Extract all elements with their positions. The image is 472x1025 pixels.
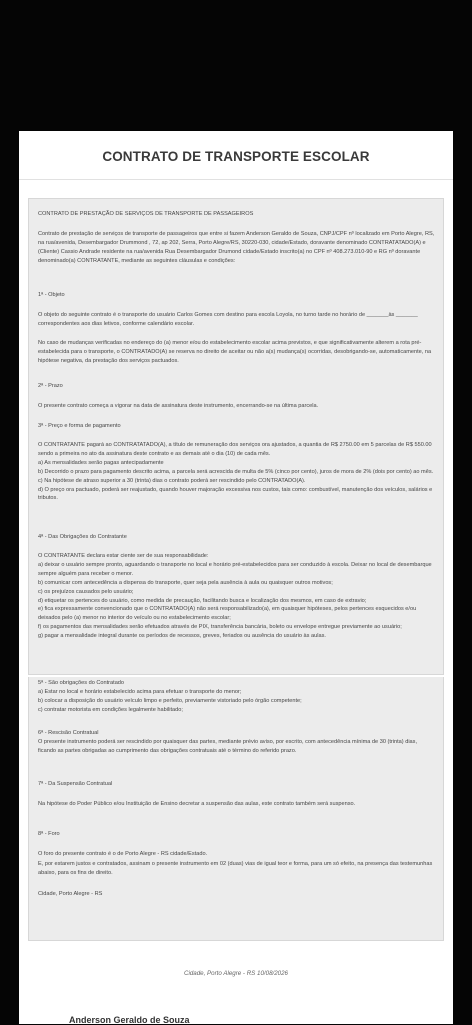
clause-2-title: 2ª - Prazo (38, 383, 63, 389)
clause-7-text: Na hipótese do Poder Público e/ou Instituição de Ensino decretar a suspensão das aulas, este contrato também será suspenso. (38, 801, 356, 807)
clause-8-text-2: E, por estarem justos e contratados, assinam o presente instrumento em 02 (duas) vias de igual teor e forma, para um só efeito, na presença das testemunhas abaixo, para os fins de direito. (38, 861, 433, 876)
clause-4-title: 4ª - Das Obrigações do Contratante (38, 534, 127, 540)
clause-5-line: c) contratar motorista em condições legalmente habilitado; (38, 706, 183, 713)
clause-3-line: d) O preço ora pactuado, poderá ser reajustado, quando houver majoração excessiva nos custos, tais como: combustível, manutenção dos veículos, salários e tributos. (38, 486, 433, 502)
clause-3-title: 3ª - Preço e forma de pagamento (38, 423, 121, 429)
clause-6-text: O presente instrumento poderá ser rescindido por quaisquer das partes, mediante prévio aviso, por escrito, com antecedência mínima de 30 (trinta) dias, ficando as partes obrigadas ao cumprimento das obrigações contratuais até o término do referido prazo. (38, 739, 418, 754)
contract-page-2 (19, 677, 453, 1024)
clause-4-line: g) pagar a mensalidade integral durante os períodos de recessos, greves, feriados ou ausência do usuário às aulas. (38, 633, 326, 640)
clause-8-text: O foro do presente contrato é o de Porto Alegre - RS cidade/Estado. (38, 851, 208, 857)
clause-2-text: O presente contrato começa a vigorar na data de assinatura deste instrumento, encerrando-se na última parcela. (38, 403, 319, 409)
clause-3-list (38, 441, 435, 503)
clause-1-text-2: No caso de mudanças verificadas no endereço do (a) menor e/ou do estabelecimento escolar acima previstos, e que significativamente alterem a rota pré-estabelecida para o transporte, o CONTRATADO(A) se reserva no direito de aceitar ou não a(s) mudança(s) ocorridas, desobrigando-se, automaticamente, na hipótese negativa, da prestação dos serviços pactuados. (38, 340, 432, 364)
clause-1-text: O objeto do seguinte contrato é o transporte do usuário Carlos Gomes com destino para escola Loyola, no turno tarde no horário de _______às _______ correspondentes aos dias letivos, conforme calendário escolar. (38, 312, 418, 327)
contract-header: CONTRATO DE PRESTAÇÃO DE SERVIÇOS DE TRANSPORTE DE PASSAGEIROS (38, 211, 254, 217)
clause-4-line: e) fica expressamente convencionado que o CONTRATADO(A) não será responsabilizado(a), em quaisquer hipóteses, pelos pertences esquecidos e/ou deixados pelo (a) menor no interior do veículo ou no estabelecimento escolar; (38, 606, 417, 622)
clause-4-list (38, 552, 435, 641)
clause-7-title: 7ª - Da Suspensão Contratual (38, 781, 113, 787)
clause-4-line: c) os prejuízos causados pelo usuário; (38, 588, 134, 595)
intro-paragraph: Contrato de prestação de serviços de transporte de passageiros que entre si fazem Anderson Geraldo de Souza, CNPJ/CPF nº localizado em Porto Alegre, RS, na rua/avenida, Desembargador Drummond , 72, ap 202, Serra, Porto Alegre/RS, 30220-030, cidade/Estado, doravante denominado CONTRATATADO(A) e (Cliente) Cassio Andrade residente na rua/avenida Rua Desembargador Drumond cidade/Estado inscrito(a) no CPF nº 408.273.010-90 e RG nº doravante denominado(a) CONTRATANTE, mediante as seguintes cláusulas e condições: (38, 231, 435, 264)
title-divider (19, 179, 453, 180)
document-title: CONTRATO DE TRANSPORTE ESCOLAR (102, 149, 370, 164)
clause-4-line: O CONTRATANTE declara estar ciente ser de sua responsabilidade: (38, 553, 209, 559)
closing-city: Cidade, Porto Alegre - RS (38, 891, 103, 897)
clause-5-list (38, 688, 435, 715)
contract-body-box-continued (28, 677, 444, 941)
clause-8-title: 8ª - Foro (38, 831, 60, 837)
clause-3-line: c) Na hipótese de atraso superior a 30 (trinta) dias o contrato poderá ser rescindido pelo CONTRATADO(A). (38, 477, 306, 484)
clause-1-title: 1ª - Objeto (38, 292, 65, 298)
clause-3-line: O CONTRATANTE pagará ao CONTRATATADO(A), a título de remuneração dos serviços ora ajustados, a quantia de R$ 2750.00 em 5 parcelas de R$ 550.00 sendo a primeira no ato da assinatura deste contrato e as demais até o dia (10) de cada mês. (38, 442, 432, 457)
clause-5-title: 5ª - São obrigações do Contratado (38, 680, 125, 686)
contract-page-1 (19, 131, 453, 682)
clause-4-line: f) os pagamentos das mensalidades serão efetuados através de PIX, transferência bancária, boleto ou envelope entregue previamente ao usuário; (38, 624, 402, 631)
clause-4-line: d) etiquetar os pertences do usuário, como medida de precaução, facilitando busca e localização dos mesmos, em caso de extravio; (38, 597, 367, 604)
clause-5-line: b) colocar a disposição do usuário veículo limpo e perfeito, previamente vistoriado pelo órgão competente; (38, 697, 302, 704)
signature-place-date: Cidade, Porto Alegre - RS 10/08/2026 (184, 970, 288, 977)
clause-3-line: a) As mensalidades serão pagas antecipadamente (38, 459, 164, 466)
clause-6-title: 6ª - Rescisão Contratual (38, 730, 99, 736)
signatory-name: Anderson Geraldo de Souza (69, 1015, 190, 1025)
clause-4-line: b) comunicar com antecedência a dispensa do transporte, quer seja pela ausência à aula ou quaisquer outros motivos; (38, 579, 333, 586)
clause-3-line: b) Decorrido o prazo para pagamento descrito acima, a parcela será acrescida de multa de 5% (cinco por cento), juros de mora de 2% (dois por cento) ao mês. (38, 468, 434, 475)
clause-5-line: a) Estar no local e horário estabelecido acima para efetuar o transporte do menor; (38, 689, 242, 695)
clause-4-line: a) deixar o usuário sempre pronto, aguardando o transporte no local e horário pré-estabelecidos para ser conduzido à escola. Deixar no local de desembarque sempre alguém para receber o menor. (38, 561, 432, 577)
